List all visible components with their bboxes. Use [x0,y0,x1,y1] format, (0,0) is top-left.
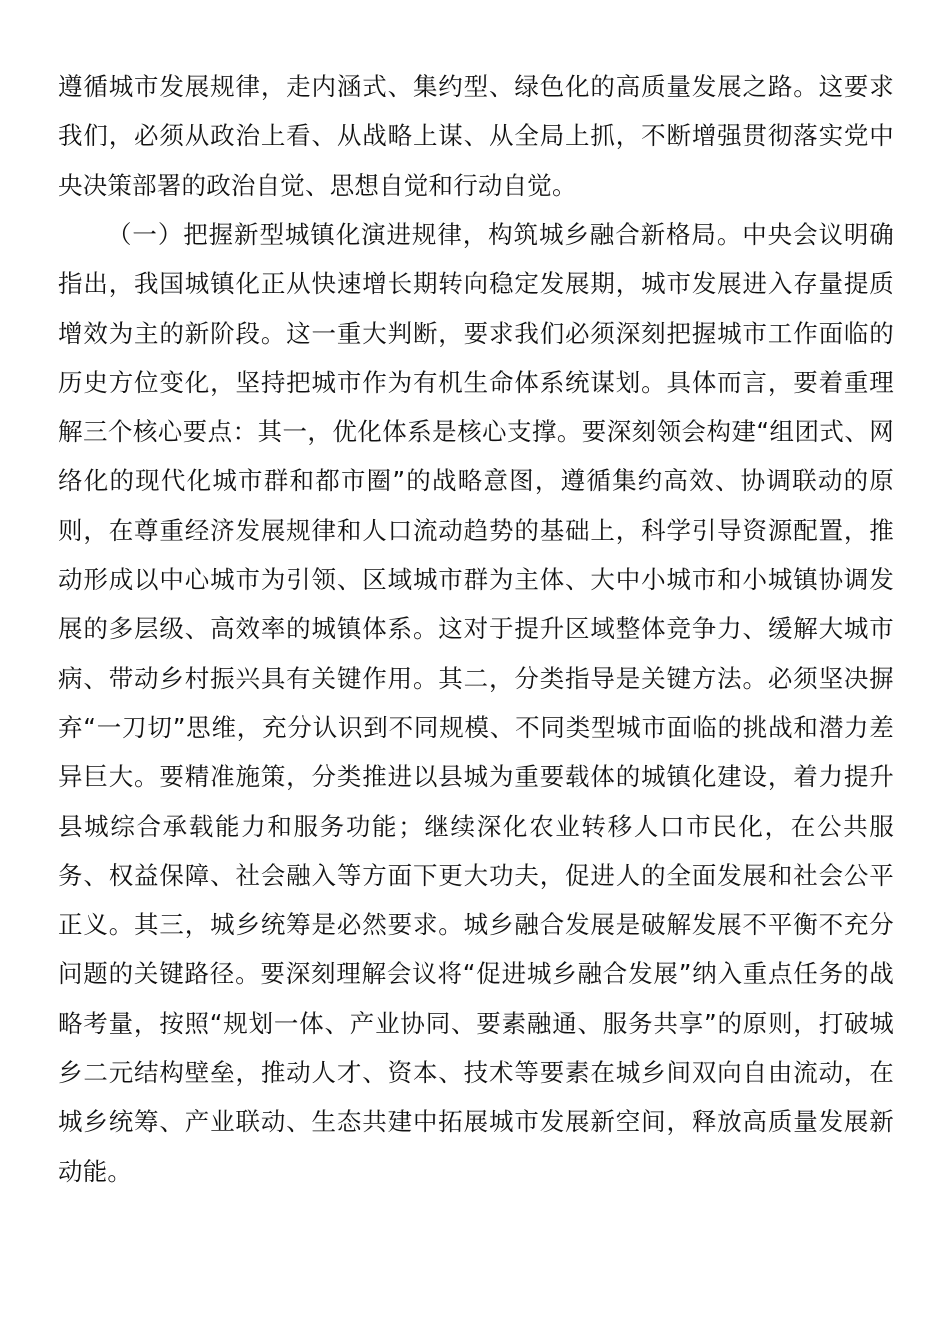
paragraph-section-one [58,210,894,1196]
paragraph-text: （一）把握新型城镇化演进规律，构筑城乡融合新格局。中央会议明确指出，我国城镇化正从快速增长期转向稳定发展期，城市发展进入存量提质增效为主的新阶段。这一重大判断，要求我们必须深刻把握城市工作面临的历史方位变化，坚持把城市作为有机生命体系统谋划。具体而言，要着重理解三个核心要点：其一，优化体系是核心支撑。要深刻领会构建“组团式、网络化的现代化城市群和都市圈”的战略意图，遵循集约高效、协调联动的原则，在尊重经济发展规律和人口流动趋势的基础上，科学引导资源配置，推动形成以中心城市为引领、区域城市群为主体、大中小城市和小城镇协调发展的多层级、高效率的城镇体系。这对于提升区域整体竞争力、缓解大城市病、带动乡村振兴具有关键作用。其二，分类指导是关键方法。必须坚决摒弃“一刀切”思维，充分认识到不同规模、不同类型城市面临的挑战和潜力差异巨大。要精准施策，分类推进以县城为重要载体的城镇化建设，着力提升县城综合承载能力和服务功能；继续深化农业转移人口市民化，在公共服务、权益保障、社会融入等方面下更大功夫，促进人的全面发展和社会公平正义。其三，城乡统筹是必然要求。城乡融合发展是破解发展不平衡不充分问题的关键路径。要深刻理解会议将“促进城乡融合发展”纳入重点任务的战略考量，按照“规划一体、产业协同、要素融通、服务共享”的原则，打破城乡二元结构壁垒，推动人才、资本、技术等要素在城乡间双向自由流动，在城乡统筹、产业联动、生态共建中拓展城市发展新空间，释放高质量发展新动能。 [58,220,894,1186]
paragraph-continuation [58,62,894,210]
paragraph-text: 遵循城市发展规律，走内涵式、集约型、绿色化的高质量发展之路。这要求我们，必须从政治上看、从战略上谋、从全局上抓，不断增强贯彻落实党中央决策部署的政治自觉、思想自觉和行动自觉。 [58,72,894,200]
